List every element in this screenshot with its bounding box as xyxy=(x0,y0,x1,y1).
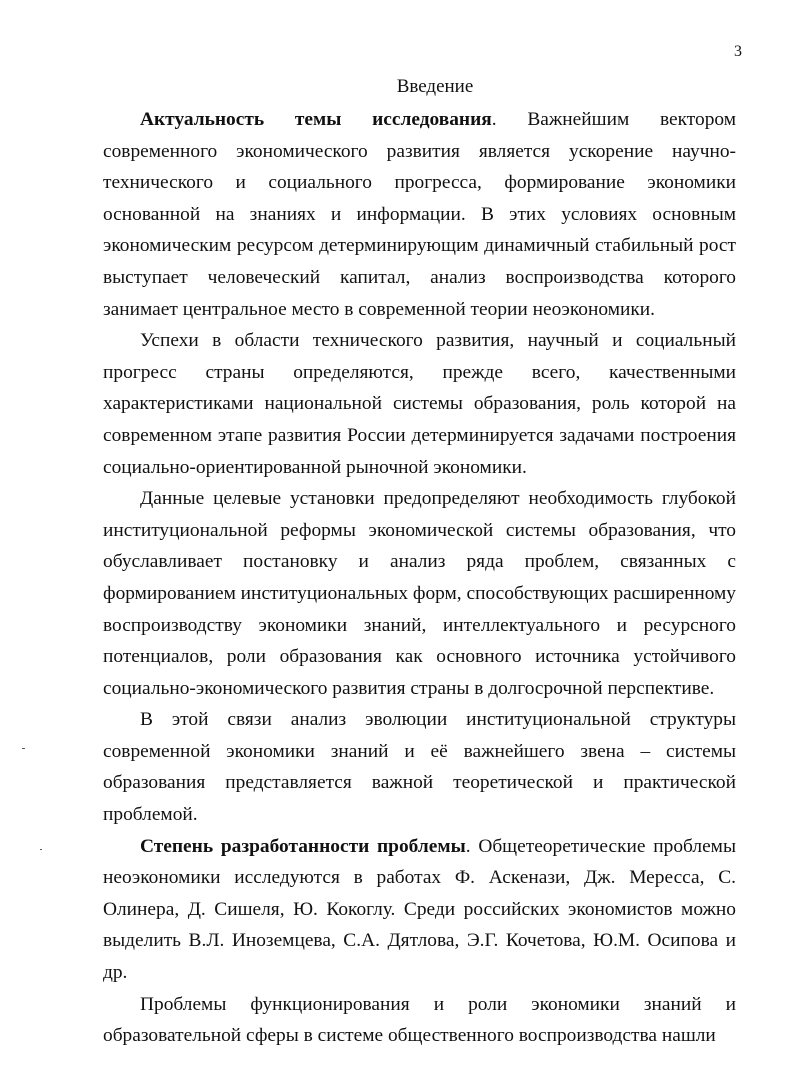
paragraph-relevance xyxy=(103,104,736,325)
paragraph-text: . Важнейшим вектором современного экономического развития является ускорение научно-технического и социального прогресса, формирование экономики основанной на знаниях и информации. В этих условиях основным экономическим ресурсом детерминирующим динамичный стабильный рост выступает человеческий капитал, анализ воспроизводства которого занимает центральное место в современной теории неоэкономики. xyxy=(103,109,736,320)
paragraph-success xyxy=(103,325,736,483)
paragraph-problems xyxy=(103,989,736,1052)
paragraph-text: Данные целевые установки предопределяют необходимость глубокой институциональной реформы экономической системы образования, что обуславливает постановку и анализ ряда проблем, связанных с формированием институциональных форм, способствующих расширенному воспроизводству экономики знаний, интеллектуального и ресурсного потенциалов, роли образования как основного источника устойчивого социально-экономического развития страны в долгосрочной перспективе. xyxy=(103,488,737,699)
section-heading: Введение xyxy=(396,76,474,97)
paragraph-lead: Актуальность темы исследования xyxy=(140,109,492,130)
paragraph-elaboration xyxy=(103,831,736,989)
paragraph-text: Успехи в области технического развития, научный и социальный прогресс страны определяются, прежде всего, качественными характеристиками национальной системы образования, роль которой на современном этапе развития России детерминируется задачами построения социально-ориентированной рыночной экономики. xyxy=(103,330,736,478)
document-body xyxy=(103,104,736,1052)
paragraph-text: В этой связи анализ эволюции институциональной структуры современной экономики знаний и её важнейшего звена – системы образования представляется важной теоретической и практической проблемой. xyxy=(103,709,736,826)
paragraph-goals xyxy=(103,483,736,704)
paragraph-text: Проблемы функционирования и роли экономики знаний и образовательной сферы в системе общественного воспроизводства нашли xyxy=(103,993,736,1047)
scan-speck xyxy=(40,849,42,850)
paragraph-lead: Степень разработанности проблемы xyxy=(140,835,466,857)
scan-speck xyxy=(22,748,25,749)
paragraph-text: . Общетеоретические проблемы неоэкономики исследуются в работах Ф. Аскенази, Дж. Мересса, С. Олинера, Д. Сишеля, Ю. Кокоглу. Среди российских экономистов можно выделить В.Л. Иноземцева, С.А. Дятлова, Э.Г. Кочетова, Ю.М. Осипова и др. xyxy=(103,835,736,984)
page-number: 3 xyxy=(734,43,742,60)
paragraph-evolution xyxy=(103,704,736,830)
